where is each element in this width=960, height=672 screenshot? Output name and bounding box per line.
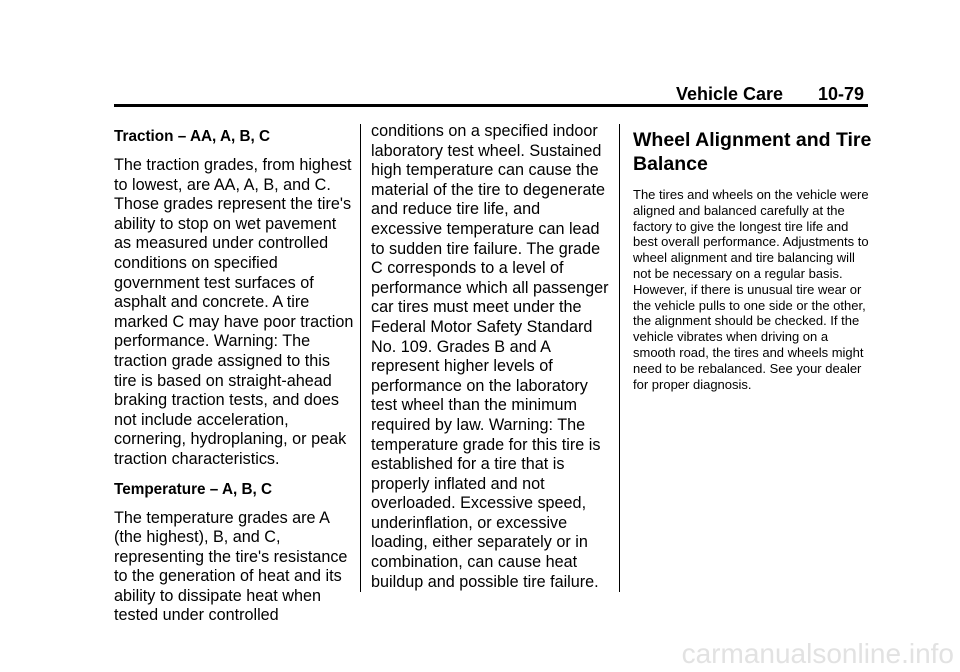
traction-paragraph: The traction grades, from highest to lowest, are AA, A, B, and C. Those grades represent the tire's ability to stop on wet pavement as measured under controlled conditions on specified government test surfaces of asphalt and concrete. A tire marked C may have poor traction performance. Warning: The traction grade assigned to this tire is based on straight-ahead braking traction tests, and does not include acceleration, cornering, hydroplaning, or peak traction characteristics. (114, 156, 354, 468)
column-divider-2 (619, 124, 620, 592)
column-3 (633, 122, 873, 392)
temperature-continued-paragraph: conditions on a specified indoor laboratory test wheel. Sustained high temperature can cause the material of the tire to degenerate and reduce tire life, and excessive temperature can lead to sudden tire failure. The grade C corresponds to a level of performance which all passenger car tires must meet under the Federal Motor Safety Standard No. 109. Grades B and A represent higher levels of performance on the laboratory test wheel than the minimum required by law. Warning: The temperature grade for this tire is established for a tire that is properly inflated and not overloaded. Excessive speed, underinflation, or excessive loading, either separately or in combination, can cause heat buildup and possible tire failure. (371, 122, 609, 591)
column-1 (114, 122, 354, 626)
column-divider-1 (360, 124, 361, 592)
page-header (676, 84, 864, 104)
page-number: 10-79 (817, 84, 864, 104)
heading-temperature: Temperature – A, B, C (114, 480, 273, 498)
temperature-paragraph: The temperature grades are A (the highest), B, and C, representing the tire's resistance to the generation of heat and its ability to dissipate heat when tested under controlled (114, 508, 348, 625)
header-rule (114, 104, 868, 107)
column-2 (371, 122, 611, 592)
section-title: Vehicle Care (676, 84, 784, 104)
heading-wheel-alignment: Wheel Alignment and Tire Balance (633, 129, 872, 175)
wheel-alignment-paragraph: The tires and wheels on the vehicle were aligned and balanced carefully at the factory to give the longest tire life and best overall performance. Adjustments to wheel alignment and tire balancing will not be necessary on a regular basis. However, if there is unusual tire wear or the vehicle pulls to one side or the other, the alignment should be checked. If the vehicle vibrates when driving on a smooth road, the tires and wheels might need to be rebalanced. See your dealer for proper diagnosis. (633, 187, 869, 392)
watermark: carmanualsonline.info (681, 638, 954, 669)
heading-traction: Traction – AA, A, B, C (114, 128, 271, 145)
